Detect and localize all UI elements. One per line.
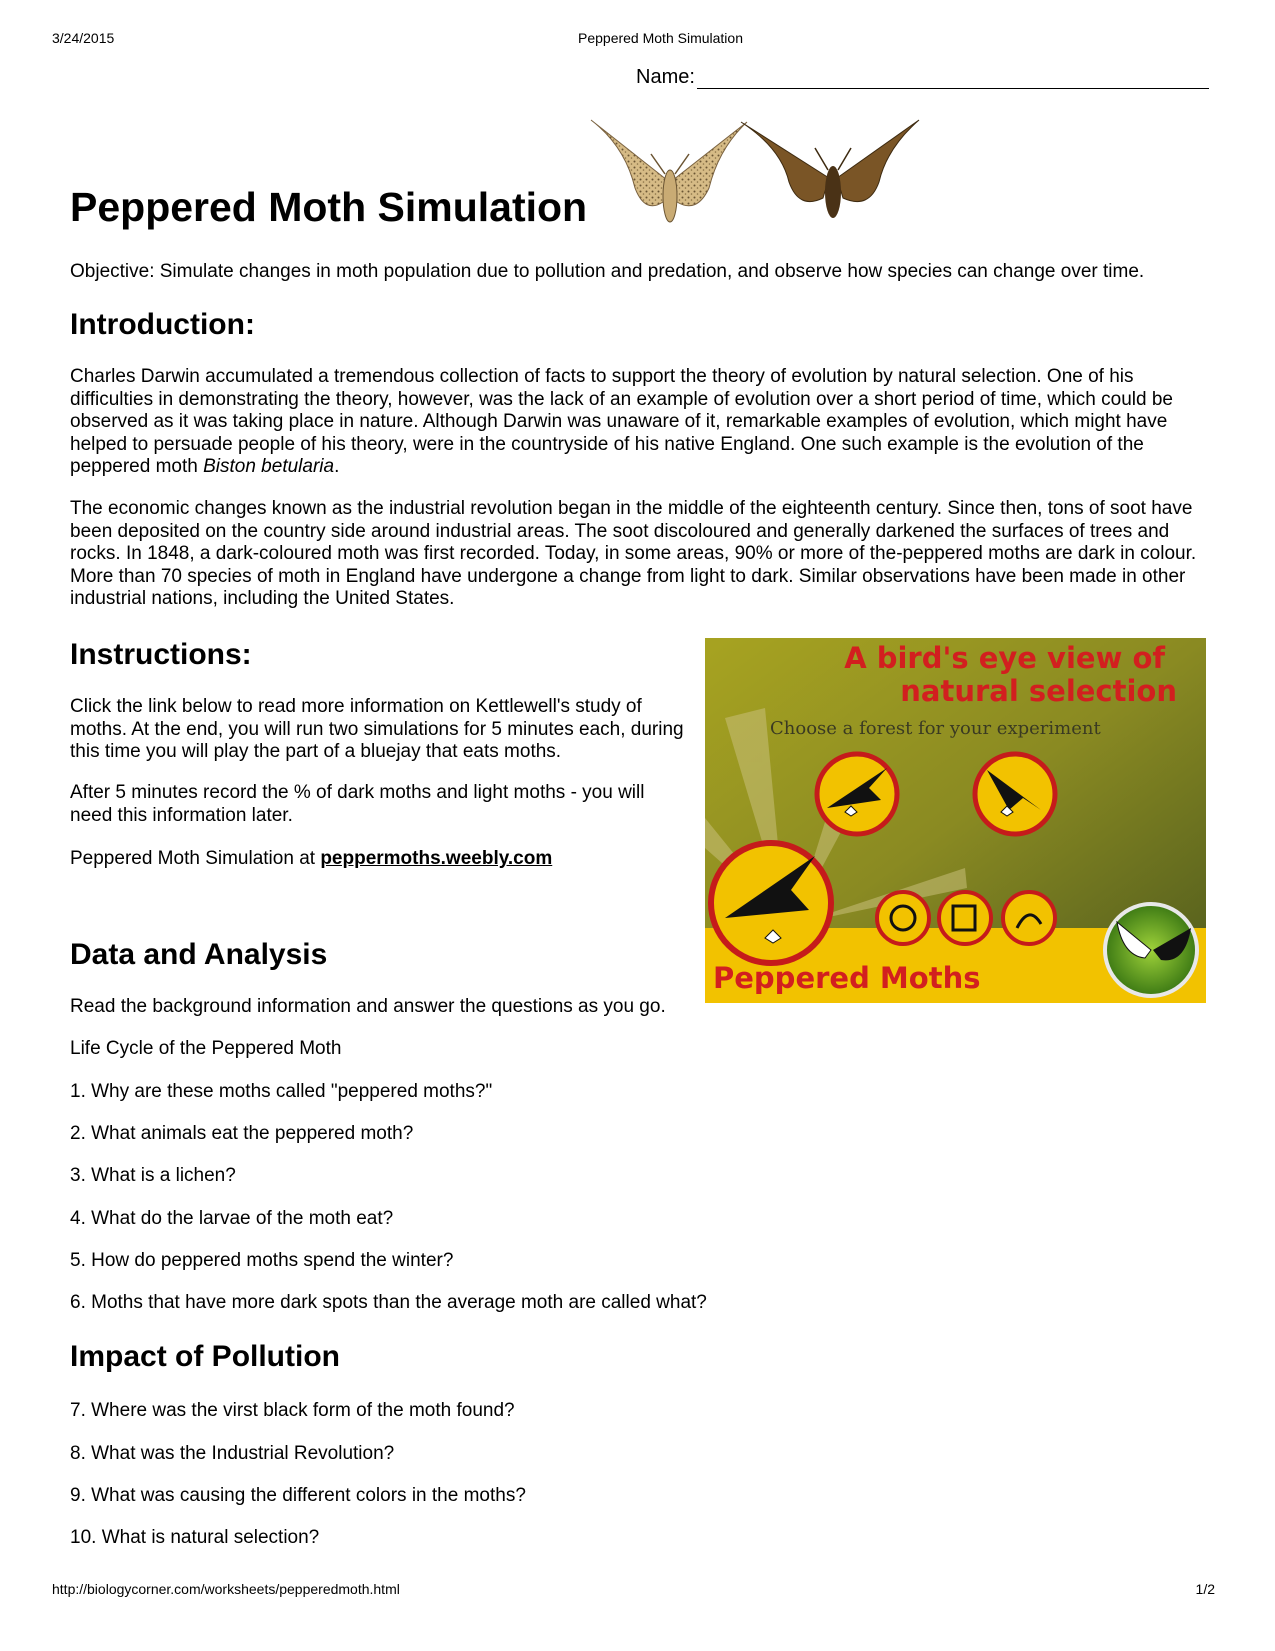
introduction-paragraph-1: Charles Darwin accumulated a tremendous collection of facts to support the theory of evolution by natural selection. One of his difficulties in demonstrating the theory, however, was the lack of an example of evolution over a short period of time, which could be observed as it was taking place in nature. Although Darwin was unaware of it, remarkable examples of evolution, which might have helped to persuade people of his theory, were in the countryside of his native England. One such example is the evolution of the peppered moth Biston betularia. — [70, 366, 1173, 477]
data-analysis-intro: Read the background information and answer the questions as you go. — [70, 996, 666, 1017]
banner-title-line2: natural selection — [900, 674, 1177, 708]
footer-page-number: 1/2 — [1195, 1581, 1215, 1597]
name-label: Name: — [636, 66, 695, 88]
banner-subtitle: Choose a forest for your experiment — [770, 718, 1101, 739]
question-8: 8. What was the Industrial Revolution? — [70, 1443, 395, 1464]
question-4: 4. What do the larvae of the moth eat? — [70, 1208, 394, 1229]
question-10: 10. What is natural selection? — [70, 1527, 320, 1548]
forest-choice-1-icon — [817, 754, 897, 834]
simulation-link[interactable]: peppermoths.weebly.com — [320, 848, 553, 869]
bird-choice-icon — [711, 843, 831, 963]
green-moth-button-icon — [1105, 904, 1197, 996]
introduction-paragraph-2: The economic changes known as the industrial revolution began in the middle of the eighteenth century. Since then, tons of soot have been deposited on the country side around industrial areas. The soot discoloured and generally darkened the surfaces of trees and rocks. In 1848, a dark-coloured moth was first recorded. Today, in some areas, 90% or more of the-peppered moths are dark in colour. More than 70 species of moth in England have undergone a change from light to dark. Similar observations have been made in other industrial nations, including the United States. — [70, 498, 1197, 609]
question-3: 3. What is a lichen? — [70, 1165, 236, 1186]
banner-title-line1: A bird's eye view of — [844, 641, 1165, 675]
life-cycle-icon-1 — [877, 892, 929, 944]
question-2: 2. What animals eat the peppered moth? — [70, 1123, 414, 1144]
name-blank-line[interactable] — [697, 68, 1209, 89]
life-cycle-icon-2 — [939, 892, 991, 944]
banner-bottom-text: Peppered Moths — [713, 961, 981, 995]
light-moth-icon — [591, 120, 747, 222]
simulation-link-line: Peppered Moth Simulation at peppermoths.weebly.com — [70, 848, 553, 869]
natural-selection-banner[interactable] — [705, 638, 1206, 1003]
life-cycle-subheading: Life Cycle of the Peppered Moth — [70, 1038, 342, 1059]
question-5: 5. How do peppered moths spend the winter? — [70, 1250, 454, 1271]
header-date: 3/24/2015 — [52, 30, 115, 46]
life-cycle-icon-3 — [1003, 892, 1055, 944]
forest-choice-2-icon — [975, 754, 1055, 834]
moth-images — [585, 118, 925, 226]
page-title: Peppered Moth Simulation — [70, 184, 588, 230]
introduction-heading: Introduction: — [70, 308, 255, 341]
question-9: 9. What was causing the different colors in the moths? — [70, 1485, 526, 1506]
name-field[interactable] — [636, 66, 1209, 89]
question-1: 1. Why are these moths called "peppered moths?" — [70, 1081, 493, 1102]
footer-url: http://biologycorner.com/worksheets/pepperedmoth.html — [52, 1581, 400, 1597]
data-analysis-heading: Data and Analysis — [70, 938, 328, 971]
dark-moth-icon — [741, 120, 919, 218]
instructions-paragraph-1: Click the link below to read more information on Kettlewell's study of moths. At the end, you will run two simulations for 5 minutes each, during this time you will play the part of a bluejay that eats moths. — [70, 696, 684, 762]
instructions-heading: Instructions: — [70, 638, 252, 671]
header-title: Peppered Moth Simulation — [578, 30, 743, 46]
objective-text: Objective: Simulate changes in moth population due to pollution and predation, and observe how species can change over time. — [70, 261, 1145, 282]
question-7: 7. Where was the virst black form of the moth found? — [70, 1400, 515, 1421]
question-6: 6. Moths that have more dark spots than the average moth are called what? — [70, 1292, 707, 1313]
instructions-paragraph-2: After 5 minutes record the % of dark moths and light moths - you will need this information later. — [70, 782, 645, 826]
pollution-heading: Impact of Pollution — [70, 1340, 340, 1373]
species-name: Biston betularia — [203, 456, 335, 477]
